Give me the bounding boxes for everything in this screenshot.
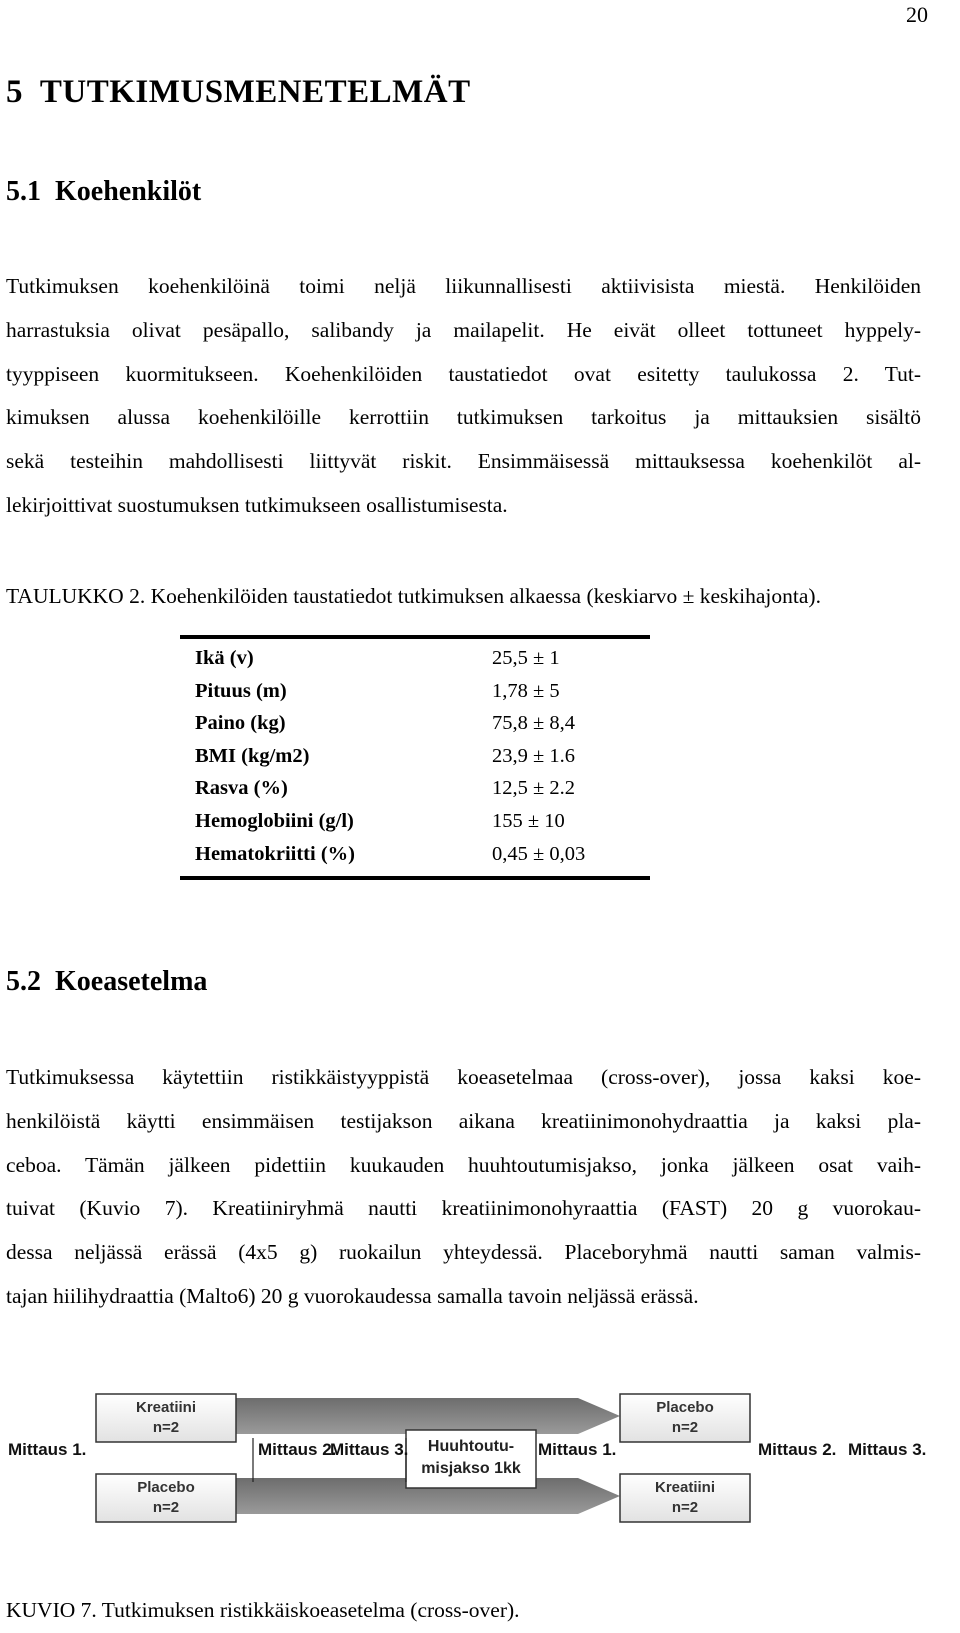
- box-kreatiini-right-text: [620, 1478, 750, 1518]
- washout-line: misjakso 1kk: [421, 1460, 521, 1477]
- group-name: Placebo: [656, 1399, 714, 1416]
- paragraph-line: harrastuksia olivat pesäpallo, salibandy ja mailapelit. He eivät olleet tottuneet hyppely-: [6, 317, 921, 342]
- paragraph-line: sekä testeihin mahdollisesti liittyvät riskit. Ensimmäisessä mittauksessa koehenkilöt al-: [6, 449, 921, 474]
- paragraph-line: Tutkimuksen koehenkilöinä toimi neljä liikunnallisesti aktiivisista miestä. Henkilöiden: [6, 274, 921, 298]
- group-name: Placebo: [137, 1479, 195, 1496]
- label-mittaus-3-left: Mittaus 3.: [330, 1440, 409, 1459]
- table-row-value: 0,45 ± 0,03: [492, 843, 586, 865]
- group-size: n=2: [671, 1419, 699, 1436]
- table-row-label: Hemoglobiini (g/l): [195, 810, 354, 832]
- box-placebo-left-text: [96, 1478, 236, 1518]
- table-row-label: Pituus (m): [195, 680, 287, 702]
- label-mittaus-2-left: Mittaus 2.: [258, 1440, 337, 1459]
- table-row-label: Paino (kg): [195, 712, 286, 734]
- paragraph-koehenkilot: [6, 265, 921, 528]
- paragraph-line: ceboa. Tämän jälkeen pidettiin kuukauden huuhtoutumisjakso, jonka jälkeen osat vaih-: [6, 1152, 921, 1177]
- section-heading-koeasetelma: 5.2 Koeasetelma: [6, 966, 208, 997]
- group-name: Kreatiini: [654, 1479, 715, 1496]
- table-row-value: 12,5 ± 2.2: [492, 777, 576, 799]
- label-mittaus-1-left: Mittaus 1.: [8, 1440, 87, 1459]
- table-row-value: 1,78 ± 5: [492, 680, 560, 702]
- label-mittaus-2-right: Mittaus 2.: [758, 1440, 837, 1459]
- table-row-label: Ikä (v): [195, 647, 254, 669]
- box-placebo-right-text: [620, 1398, 750, 1438]
- box-washout-text: [406, 1436, 536, 1480]
- table-row-label: BMI (kg/m2): [195, 745, 310, 767]
- table-caption: TAULUKKO 2. Koehenkilöiden taustatiedot tutkimuksen alkaessa (keskiarvo ± keskihajonta).: [6, 584, 821, 608]
- group-name: Kreatiini: [135, 1399, 196, 1416]
- washout-line: Huuhtoutu-: [427, 1438, 515, 1455]
- page-number: 20: [906, 2, 928, 27]
- label-mittaus-3-right: Mittaus 3.: [848, 1440, 927, 1459]
- section-heading-koehenkilot: 5.1 Koehenkilöt: [6, 176, 202, 207]
- table-top-rule: [180, 635, 650, 639]
- group-size: n=2: [671, 1499, 699, 1516]
- paragraph-line: Tutkimuksessa käytettiin ristikkäistyyppistä koeasetelmaa (cross-over), jossa kaksi koe-: [6, 1065, 921, 1089]
- group-size: n=2: [152, 1419, 180, 1436]
- group-size: n=2: [152, 1499, 180, 1516]
- table-row-value: 23,9 ± 1.6: [492, 745, 576, 767]
- paragraph-line: kimuksen alussa koehenkilöille kerrottiin tutkimuksen tarkoitus ja mittauksien sisältö: [6, 405, 921, 430]
- table-row-value: 75,8 ± 8,4: [492, 712, 576, 734]
- table-row-value: 155 ± 10: [492, 810, 565, 832]
- paragraph-line: henkilöistä käytti ensimmäisen testijakson aikana kreatiinimonohydraattia ja kaksi pla-: [6, 1108, 921, 1133]
- table-row-value: 25,5 ± 1: [492, 647, 560, 669]
- table-row-label: Rasva (%): [195, 777, 288, 799]
- chapter-heading: 5 TUTKIMUSMENETELMÄT: [6, 74, 471, 110]
- figure-caption: KUVIO 7. Tutkimuksen ristikkäiskoeasetelma (cross-over).: [6, 1598, 520, 1622]
- box-kreatiini-left-text: [96, 1398, 236, 1438]
- table-bottom-rule: [180, 876, 650, 880]
- paragraph-line: tuivat (Kuvio 7). Kreatiiniryhmä nautti kreatiinimonohyraattia (FAST) 20 g vuorokau-: [6, 1196, 921, 1221]
- table-row-label: Hematokriitti (%): [195, 843, 355, 865]
- crossover-figure: [8, 1390, 958, 1530]
- paragraph-line: tajan hiilihydraattia (Malto6) 20 g vuorokaudessa samalla tavoin neljässä erässä.: [6, 1283, 699, 1308]
- paragraph-line: dessa neljässä erässä (4x5 g) ruokailun yhteydessä. Placeboryhmä nautti saman valmis-: [6, 1240, 921, 1265]
- paragraph-line: tyyppiseen kuormitukseen. Koehenkilöiden taustatiedot ovat esitetty taulukossa 2. Tut-: [6, 361, 921, 386]
- label-mittaus-1-right: Mittaus 1.: [538, 1440, 617, 1459]
- paragraph-line: lekirjoittivat suostumuksen tutkimukseen osallistumisesta.: [6, 492, 508, 517]
- paragraph-koeasetelma: [6, 1056, 921, 1319]
